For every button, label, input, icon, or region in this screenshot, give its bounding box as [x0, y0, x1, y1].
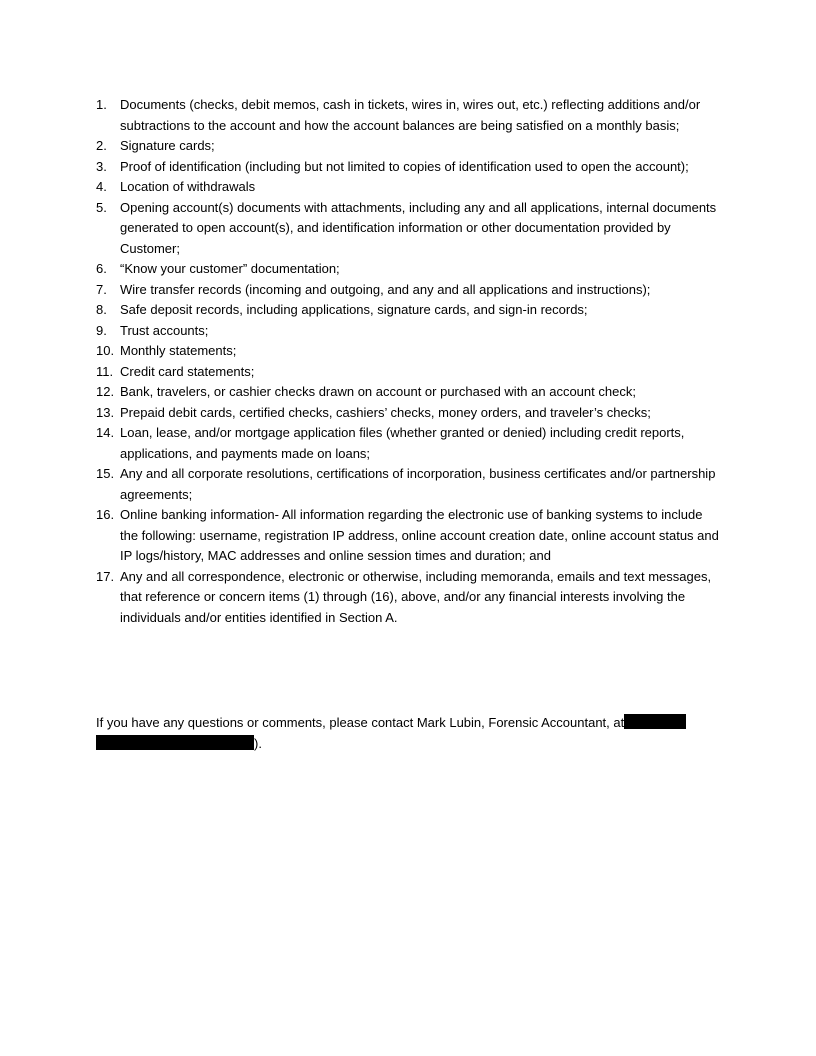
list-item — [96, 505, 720, 567]
closing-suffix: ). — [254, 735, 262, 751]
item-text: Documents (checks, debit memos, cash in tickets, wires in, wires out, etc.) reflecting additions and/or subtractions to the account and how the account balances are being satisfied on a monthly basis; — [120, 97, 701, 133]
list-item — [96, 464, 720, 505]
list-item — [96, 198, 720, 260]
list-item — [96, 321, 720, 342]
item-number: 7. — [96, 281, 107, 297]
item-number: 4. — [96, 179, 107, 194]
redaction-block — [624, 714, 686, 729]
item-number: 12. — [96, 384, 115, 399]
item-number: 8. — [96, 302, 107, 317]
item-text: “Know your customer” documentation; — [120, 261, 340, 276]
list-item — [96, 177, 720, 198]
item-text: Prepaid debit cards, certified checks, cashiers’ checks, money orders, and traveler’s checks; — [120, 404, 651, 420]
list-item — [96, 259, 720, 280]
closing-text: If you have any questions or comments, please contact Mark Lubin, Forensic Accountant, at — [96, 715, 625, 730]
item-number: 16. — [96, 507, 115, 522]
item-number: 13. — [96, 404, 115, 420]
redaction-block — [96, 735, 254, 750]
item-number: 17. — [96, 568, 115, 584]
item-number: 9. — [96, 322, 107, 338]
item-number: 5. — [96, 199, 107, 215]
list-item — [96, 423, 720, 464]
item-text: Opening account(s) documents with attachments, including any and all applications, internal documents generated to open account(s), and identification information or other documentation provided by Customer; — [120, 199, 717, 256]
list-item — [96, 136, 720, 157]
list-item — [96, 382, 720, 403]
item-text: Safe deposit records, including applications, signature cards, and sign-in records; — [120, 302, 588, 317]
list-item — [96, 157, 720, 178]
item-number: 3. — [96, 158, 107, 174]
item-text: Monthly statements; — [120, 343, 237, 358]
item-number: 15. — [96, 466, 115, 481]
item-text: Any and all correspondence, electronic or otherwise, including memoranda, emails and text messages, that reference or concern items (1) through (16), above, and/or any financial interests involving the individuals and/or entities identified in Section A. — [120, 568, 712, 625]
list-item — [96, 280, 720, 301]
item-number: 2. — [96, 138, 107, 153]
list-item — [96, 95, 720, 136]
closing-paragraph — [96, 713, 720, 754]
item-text: Trust accounts; — [120, 322, 209, 338]
item-text: Online banking information- All information regarding the electronic use of banking systems to include the following: username, registration IP address, online account creation date, online account status and IP logs/history, MAC addresses and online session times and duration; and — [120, 507, 719, 563]
item-text: Proof of identification (including but not limited to copies of identification used to open the account); — [120, 158, 689, 174]
item-text: Any and all corporate resolutions, certifications of incorporation, business certificates and/or partnership agreements; — [120, 466, 716, 502]
list-item — [96, 403, 720, 424]
item-number: 14. — [96, 425, 115, 440]
list-item — [96, 300, 720, 321]
item-text: Location of withdrawals — [120, 179, 256, 194]
request-list — [96, 95, 720, 628]
item-number: 6. — [96, 261, 107, 276]
item-number: 11. — [96, 363, 114, 379]
item-text: Wire transfer records (incoming and outgoing, and any and all applications and instructions); — [120, 281, 651, 297]
item-text: Signature cards; — [120, 138, 215, 153]
item-number: 10. — [96, 343, 115, 358]
item-number: 1. — [96, 97, 107, 112]
item-text: Bank, travelers, or cashier checks drawn on account or purchased with an account check; — [120, 384, 636, 399]
item-text: Credit card statements; — [120, 363, 255, 379]
item-text: Loan, lease, and/or mortgage application files (whether granted or denied) including credit reports, applications, and payments made on loans; — [120, 425, 685, 461]
list-item — [96, 341, 720, 362]
list-item — [96, 567, 720, 629]
list-item — [96, 362, 720, 383]
